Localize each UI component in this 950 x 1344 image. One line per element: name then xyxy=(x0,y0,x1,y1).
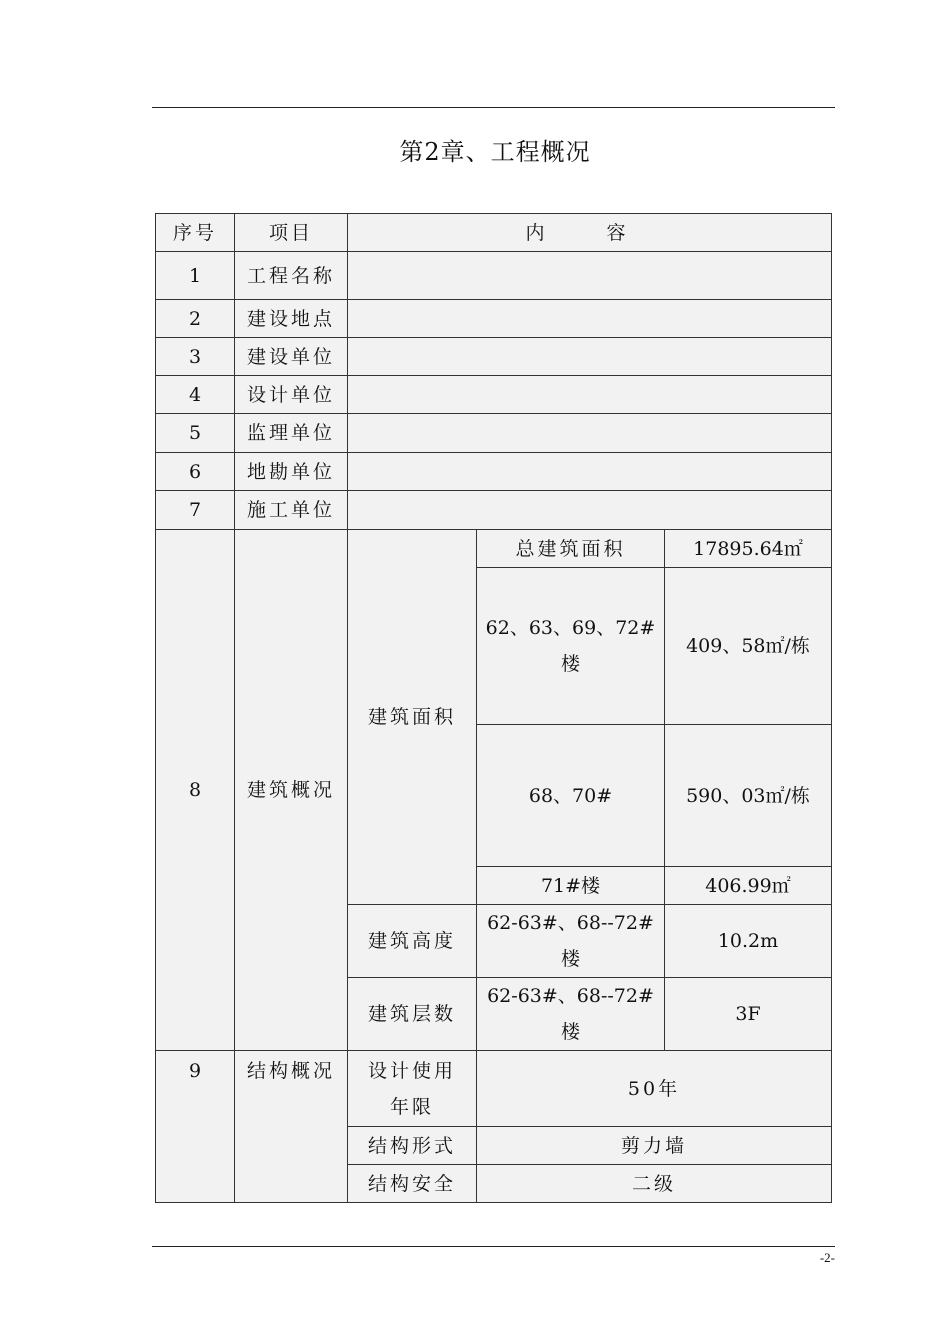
area-r2-label: 68、70# xyxy=(477,725,665,867)
total-area-value: 17895.64㎡ xyxy=(665,530,832,568)
project-overview-table xyxy=(155,213,832,1203)
row-item: 地勘单位 xyxy=(235,453,348,491)
chapter-title: 第2章、工程概况 xyxy=(399,138,591,166)
table-header-row xyxy=(156,214,832,252)
row-content xyxy=(348,376,832,414)
table-row xyxy=(156,376,832,414)
header-content: 内 容 xyxy=(348,214,832,252)
header-item: 项目 xyxy=(235,214,348,252)
table-row xyxy=(156,252,832,300)
page-number: -2- xyxy=(819,1250,835,1265)
header-no: 序号 xyxy=(156,214,235,252)
row-content xyxy=(348,414,832,453)
height-scope: 62-63#、68--72#楼 xyxy=(477,905,665,978)
row-content xyxy=(348,300,832,338)
building-item: 建筑概况 xyxy=(235,530,348,1051)
row-content xyxy=(348,252,832,300)
row-no: 4 xyxy=(156,376,235,414)
structure-item: 结构概况 xyxy=(235,1051,348,1203)
floors-value: 3F xyxy=(665,978,832,1051)
area-r1-label: 62、63、69、72#楼 xyxy=(477,568,665,725)
footer-rule xyxy=(152,1246,835,1247)
total-area-label: 总建筑面积 xyxy=(477,530,665,568)
area-r3-label: 71#楼 xyxy=(477,867,665,905)
height-value: 10.2m xyxy=(665,905,832,978)
area-r2-value: 590、03㎡/栋 xyxy=(665,725,832,867)
table-row xyxy=(156,453,832,491)
table-row xyxy=(156,1051,832,1127)
row-item: 监理单位 xyxy=(235,414,348,453)
structure-safety-label: 结构安全 xyxy=(348,1165,477,1203)
table-row xyxy=(156,300,832,338)
structure-safety-value: 二级 xyxy=(477,1165,832,1203)
row-item: 工程名称 xyxy=(235,252,348,300)
row-item: 设计单位 xyxy=(235,376,348,414)
row-content xyxy=(348,338,832,376)
floors-scope: 62-63#、68--72#楼 xyxy=(477,978,665,1051)
building-no: 8 xyxy=(156,530,235,1051)
row-item: 建设地点 xyxy=(235,300,348,338)
header-rule xyxy=(152,107,835,108)
row-no: 3 xyxy=(156,338,235,376)
row-no: 6 xyxy=(156,453,235,491)
row-content xyxy=(348,453,832,491)
row-no: 5 xyxy=(156,414,235,453)
structure-no: 9 xyxy=(156,1051,235,1203)
area-r3-value: 406.99㎡ xyxy=(665,867,832,905)
row-item: 建设单位 xyxy=(235,338,348,376)
area-r1-value: 409、58㎡/栋 xyxy=(665,568,832,725)
table-row xyxy=(156,414,832,453)
row-no: 2 xyxy=(156,300,235,338)
structure-form-label: 结构形式 xyxy=(348,1127,477,1165)
area-label: 建筑面积 xyxy=(348,530,477,905)
floors-label: 建筑层数 xyxy=(348,978,477,1051)
row-item: 施工单位 xyxy=(235,491,348,530)
structure-form-value: 剪力墙 xyxy=(477,1127,832,1165)
table-row xyxy=(156,338,832,376)
design-life-value: 50年 xyxy=(477,1051,832,1127)
row-content xyxy=(348,491,832,530)
row-no: 7 xyxy=(156,491,235,530)
design-life-label: 设计使用年限 xyxy=(348,1051,477,1127)
height-label: 建筑高度 xyxy=(348,905,477,978)
table-row xyxy=(156,491,832,530)
table-row xyxy=(156,530,832,568)
row-no: 1 xyxy=(156,252,235,300)
